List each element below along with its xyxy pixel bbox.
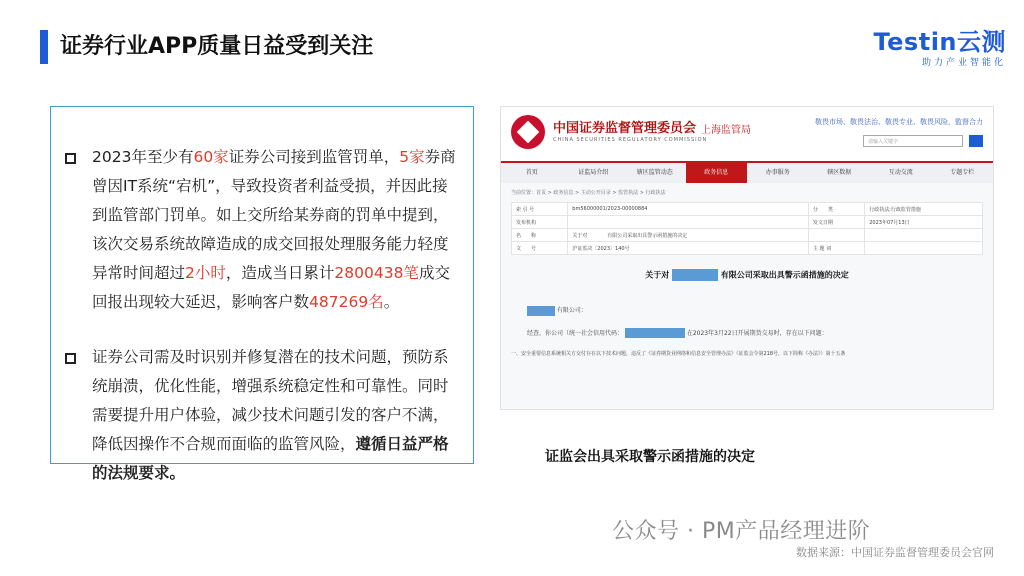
summary-textbox <box>50 106 474 482</box>
wechat-watermark: 公众号 · PM产品经理进阶 <box>612 519 871 544</box>
text-run: 券商曾因IT系统“宕机”，导致投资者利益受损，并因此接到监管部门罚单。如上交所给某券商的罚单中提到，该次交易系统故障造成的成交回报处理服务能力轻度异常时间超过 <box>92 148 456 282</box>
square-bullet-icon <box>65 153 76 164</box>
logo-tagline: 助力产业智能化 <box>921 58 1006 68</box>
square-bullet-icon <box>65 353 76 364</box>
bullet-item-1 <box>65 143 457 317</box>
highlight-red: 2小时 <box>185 264 226 282</box>
text-run: 证券公司接到监管罚单， <box>228 148 400 166</box>
nav-item: 首页 <box>525 169 538 176</box>
text-run: 2023年至少有 <box>92 148 194 166</box>
meta-label <box>808 229 864 242</box>
nav-item: 办事服务 <box>765 169 790 176</box>
highlight-red: 5家 <box>399 148 425 166</box>
page-title: 证券行业APP质量日益受到关注 <box>60 34 374 59</box>
nav-item: 互动交流 <box>888 169 913 176</box>
csrc-webpage-screenshot <box>500 106 994 410</box>
csrc-search-input: 请输入关键字 <box>863 135 963 147</box>
title-accent-bar <box>40 30 48 64</box>
body-prefix: 经查，你公司（统一社会信用代码： <box>527 329 624 337</box>
table-row <box>512 229 983 242</box>
nav-item: 政务信息 <box>686 163 748 183</box>
logo-main-text: Testin云测 <box>873 28 1006 56</box>
testin-logo <box>866 22 1006 68</box>
table-row <box>512 203 983 216</box>
meta-value: 行政执法;行政监管措施 <box>865 203 983 216</box>
csrc-slogan: 敬畏市场、敬畏法治、敬畏专业、敬畏风险，監督合力 <box>815 118 983 126</box>
meta-label: 索 引 号 <box>512 203 568 216</box>
meta-value: 关于对 有限公司采取出具警示函措施的决定 <box>568 229 809 242</box>
text-run: 成交回报出现较大延迟，影响客户数 <box>92 264 450 311</box>
nav-item: 专题专栏 <box>950 169 975 176</box>
meta-label: 主 题 词 <box>808 242 864 255</box>
redaction-block <box>672 269 718 281</box>
meta-label: 文 号 <box>512 242 568 255</box>
doc-title-prefix: 关于对 <box>645 270 670 280</box>
meta-value: 沪证监决〔2023〕140号 <box>568 242 809 255</box>
table-row <box>512 242 983 255</box>
meta-label: 发布机构 <box>512 216 568 229</box>
meta-label: 发文日期 <box>808 216 864 229</box>
meta-value: 2023年07月13日 <box>865 216 983 229</box>
highlight-red: 487269名 <box>309 293 384 311</box>
table-row <box>512 216 983 229</box>
screenshot-caption: 证监会出具采取警示函措施的决定 <box>545 449 755 465</box>
csrc-office: 上海监管局 <box>701 125 751 136</box>
highlight-bold: 遵循日益严格的法规要求。 <box>92 435 449 482</box>
body-suffix: 在2023年3月22日开展期货交易时，存在以下问题： <box>686 329 828 337</box>
bullet-text-2 <box>92 343 457 488</box>
document-title <box>501 269 993 281</box>
csrc-header <box>501 107 993 161</box>
text-run: 。 <box>383 293 400 311</box>
addressee-suffix: 有限公司： <box>556 307 587 314</box>
bullet-text-1 <box>92 143 457 317</box>
highlight-red: 2800438笔 <box>334 264 419 282</box>
csrc-emblem-icon <box>511 115 545 149</box>
doc-title-suffix: 有限公司采取出具警示函措施的决定 <box>720 270 849 280</box>
meta-value <box>865 242 983 255</box>
meta-label: 分 类 <box>808 203 864 216</box>
redaction-block <box>625 328 685 338</box>
breadcrumb: 当前位置：首页 > 政务信息 > 主动公开目录 > 监管执法 > 行政执法 <box>511 190 666 196</box>
bullet-item-2 <box>65 343 457 488</box>
meta-value <box>865 229 983 242</box>
csrc-org-name: 中国证券监督管理委员会 <box>553 121 697 136</box>
nav-item: 证监局介绍 <box>578 169 609 176</box>
highlight-red: 60家 <box>193 148 229 166</box>
text-run: ，造成当日累计 <box>225 264 335 282</box>
nav-item: 辖区监管动态 <box>636 169 673 176</box>
doc-body-line-1 <box>501 328 993 339</box>
data-source: 数据来源：中国证券监督管理委员会官网 <box>796 546 994 559</box>
doc-body-line-2: 一、安全重要信息系统相关方交付存在以下技术问题，违反了《证券期货业网络和信息安全管理办法》（证监会令第218号，以下简称《办法》）第十五条 <box>511 351 846 357</box>
search-icon <box>969 135 983 147</box>
meta-label: 名 称 <box>512 229 568 242</box>
redaction-block <box>527 306 555 316</box>
nav-item: 辖区数据 <box>827 169 852 176</box>
meta-value: bm56000001/2023-00000884 <box>568 203 809 216</box>
csrc-nav-bar <box>501 161 993 183</box>
csrc-org-english: CHINA SECURITIES REGULATORY COMMISSION <box>553 137 708 143</box>
document-meta-table <box>511 202 983 255</box>
doc-addressee <box>501 305 993 316</box>
text-run: 证券公司需及时识别并修复潜在的技术问题，预防系统崩溃，优化性能，增强系统稳定性和可靠性。同时需要提升用户体验，减少技术问题引发的客户不满，降低因操作不合规而面临的监管风险， <box>92 348 449 453</box>
meta-value <box>568 216 809 229</box>
